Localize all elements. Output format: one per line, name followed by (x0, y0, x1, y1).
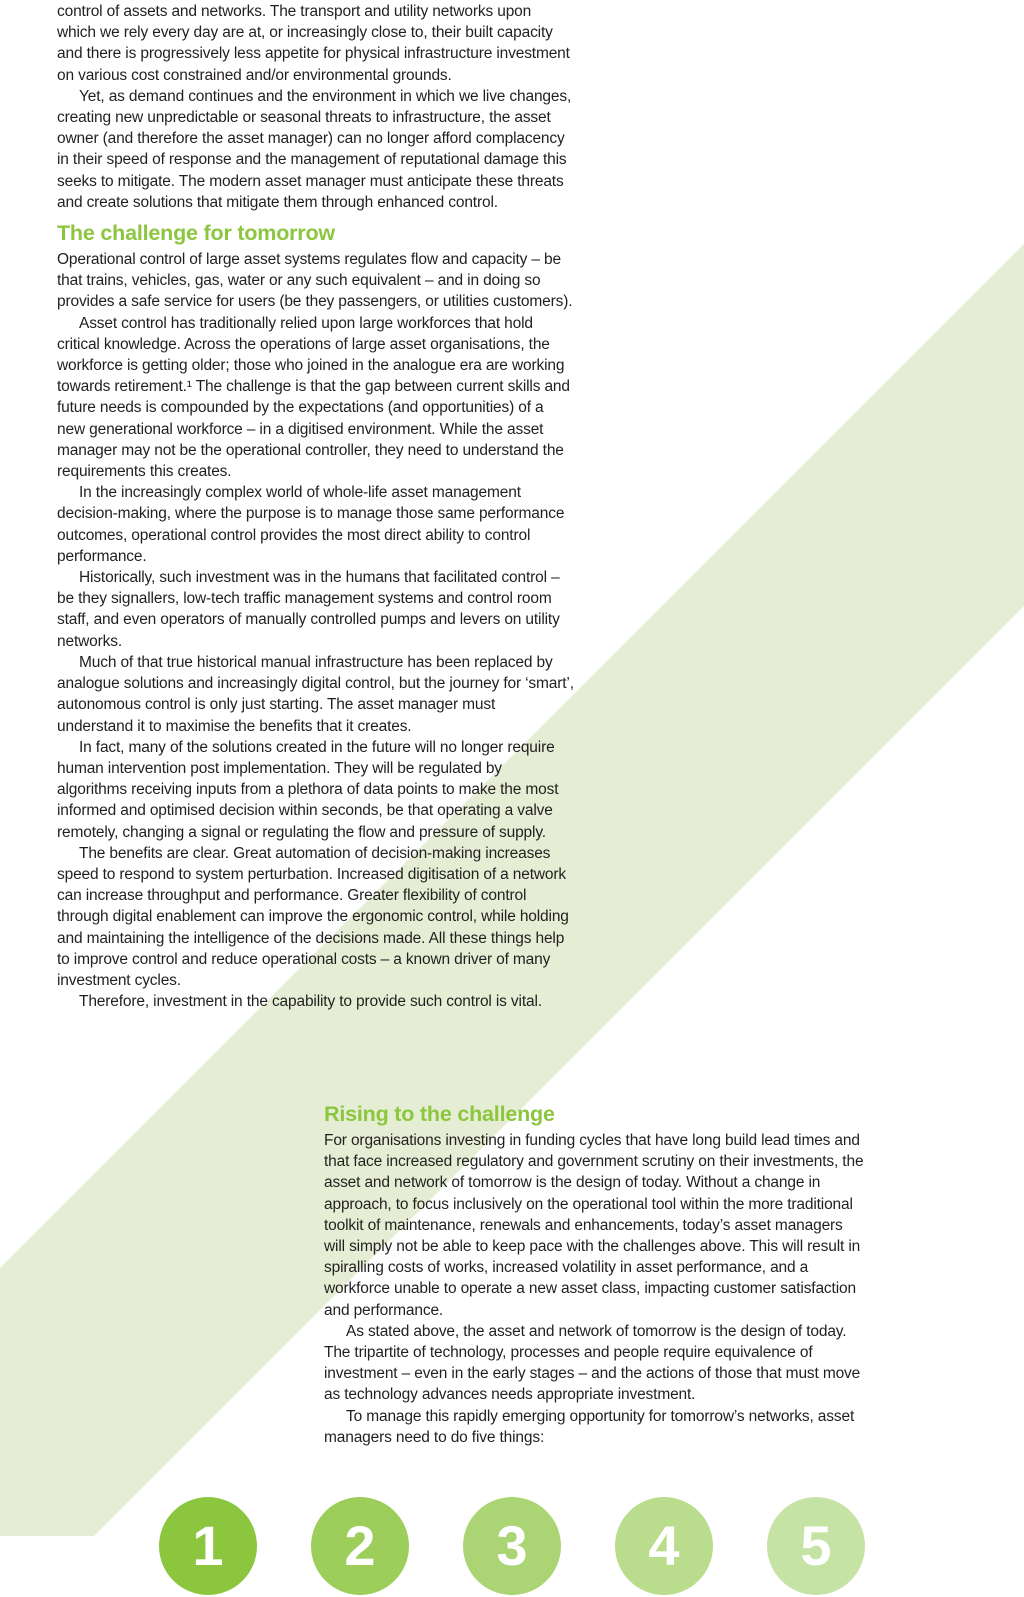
section-heading-rising-to-challenge: Rising to the challenge (324, 1102, 555, 1126)
paragraph: Yet, as demand continues and the environment in which we live changes, creating new unpredictable or seasonal threats to infrastructure, the asset owner (and therefore the asset manager) can no longer afford complacency in their speed of response and the management of reputational damage this seeks to mitigate. The modern asset manager must anticipate these threats and create solutions that mitigate them through enhanced control. (57, 87, 572, 211)
step-number: 5 (800, 1514, 832, 1577)
section-heading-challenge-for-tomorrow: The challenge for tomorrow (57, 221, 335, 246)
paragraph: The benefits are clear. Great automation of decision-making increases speed to respond to system perturbation. Increased digitisation of a network can increase throughput and performance. Greater flexibility of control through digital enablement can improve the ergonomic control, while holding and maintaining the intelligence of the decisions made. All these things help to improve control and reduce operational costs – a known driver of many investment cycles. (57, 844, 569, 989)
intro-paragraphs (57, 1, 574, 213)
left-column (57, 1, 574, 1012)
step-number: 4 (648, 1514, 680, 1577)
paragraph: In the increasingly complex world of whole-life asset management decision-making, where the purpose is to manage those same performance outcomes, operational control provides the most direct ability to control performance. (57, 484, 565, 565)
paragraph: As stated above, the asset and network of tomorrow is the design of today. The tripartite of technology, processes and people require equivalence of investment – even in the early stages – and the actions of those that must move as technology advances needs appropriate investment. (324, 1322, 861, 1404)
right-column (324, 1101, 864, 1448)
paragraph: Historically, such investment was in the humans that facilitated control – be they signallers, low-tech traffic management systems and control room staff, and even operators of manually controlled pumps and levers on utility networks. (57, 569, 560, 650)
step-circle-5 (767, 1497, 865, 1595)
step-number: 1 (192, 1514, 224, 1577)
paragraph: For organisations investing in funding cycles that have long build lead times and that face increased regulatory and government scrutiny on their investments, the asset and network of tomorrow is the design of today. Without a change in approach, to focus inclusively on the operational tool within the more traditional toolkit of maintenance, renewals and enhancements, today’s asset managers will simply not be able to keep pace with the challenges above. This will result in spiralling costs of works, increased volatility in asset performance, and a workforce unable to operate a new asset class, impacting customer satisfaction and performance. (324, 1132, 864, 1319)
step-circle-4 (615, 1497, 713, 1595)
paragraph: Therefore, investment in the capability to provide such control is vital. (79, 993, 542, 1011)
step-number: 2 (344, 1514, 376, 1577)
step-circle-1 (159, 1497, 257, 1595)
challenge-section-paragraphs (57, 249, 574, 1012)
paragraph: Operational control of large asset systems regulates flow and capacity – be that trains, vehicles, gas, water or any such equivalent – and in doing so provides a safe service for users (be they passengers, or utilities customers). (57, 251, 573, 311)
paragraph: To manage this rapidly emerging opportunity for tomorrow’s networks, asset managers need to do five things: (324, 1407, 855, 1446)
paragraph: In fact, many of the solutions created in the future will no longer require human intervention post implementation. They will be regulated by algorithms receiving inputs from a plethora of data points to make the most informed and optimised decision within seconds, be that operating a valve remotely, changing a signal or regulating the flow and pressure of supply. (57, 738, 559, 841)
paragraph: control of assets and networks. The transport and utility networks upon which we rely every day are at, or increasingly close to, their built capacity and there is progressively less appetite for physical infrastructure investment on various cost constrained and/or environmental grounds. (57, 3, 570, 84)
step-circle-2 (311, 1497, 409, 1595)
step-number: 3 (496, 1514, 528, 1577)
step-circle-3 (463, 1497, 561, 1595)
step-circles-row (0, 1497, 1024, 1597)
rising-section-paragraphs (324, 1130, 864, 1448)
paragraph: Asset control has traditionally relied upon large workforces that hold critical knowledge. Across the operations of large asset organisations, the workforce is getting older; those who joined in the analogue era are working towards retirement.¹ The challenge is that the gap between current skills and future needs is compounded by the expectations (and opportunities) of a new generational workforce – in a digitised environment. While the asset manager may not be the operational controller, they need to understand the requirements this creates. (57, 314, 570, 481)
paragraph: Much of that true historical manual infrastructure has been replaced by analogue solutions and increasingly digital control, but the journey for ‘smart’, autonomous control is only just starting. The asset manager must understand it to maximise the benefits that it creates. (57, 653, 574, 735)
